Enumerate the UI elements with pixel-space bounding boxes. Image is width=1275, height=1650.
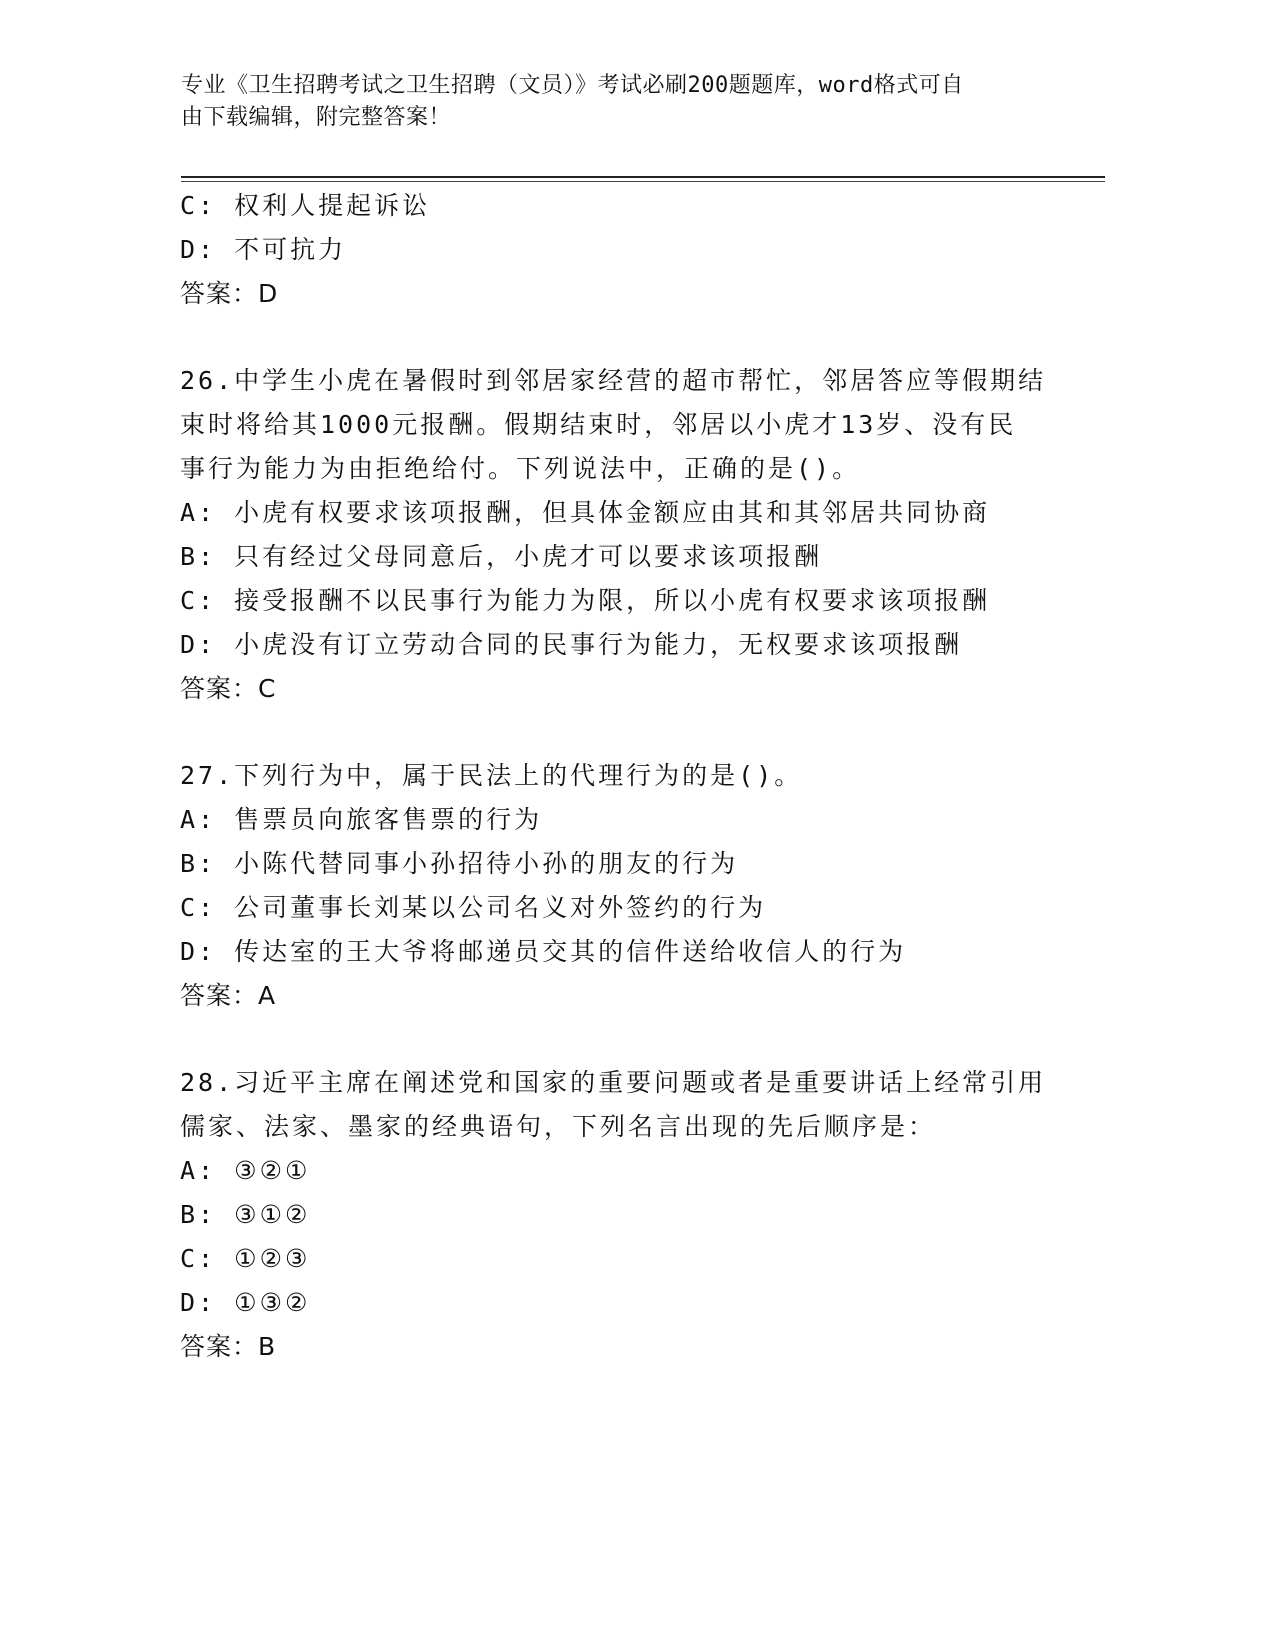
question-list	[180, 184, 1080, 1369]
option-b: B: 小陈代替同事小孙招待小孙的朋友的行为	[180, 849, 739, 878]
option-d: D: 小虎没有订立劳动合同的民事行为能力，无权要求该项报酬	[180, 630, 963, 659]
option-d: D: ①③②	[180, 1288, 311, 1317]
answer-line: 答案：A	[180, 981, 277, 1010]
header-rule-thick	[181, 176, 1105, 178]
answer-line: 答案：C	[180, 674, 277, 703]
header-line-2: 由下载编辑，附完整答案！	[181, 105, 452, 130]
question-stem: 儒家、法家、墨家的经典语句，下列名言出现的先后顺序是：	[180, 1112, 937, 1141]
question-stem: 事行为能力为由拒绝给付。下列说法中，正确的是()。	[180, 454, 861, 483]
question-stem: 27.下列行为中，属于民法上的代理行为的是()。	[180, 761, 803, 790]
option-d: D: 传达室的王大爷将邮递员交其的信件送给收信人的行为	[180, 937, 907, 966]
option-a: A: 售票员向旅客售票的行为	[180, 805, 543, 834]
option-b: B: 只有经过父母同意后，小虎才可以要求该项报酬	[180, 542, 823, 571]
header-line-1: 专业《卫生招聘考试之卫生招聘（文员）》考试必刷200题题库，word格式可自	[181, 73, 964, 98]
option-a: A: 小虎有权要求该项报酬，但具体金额应由其和其邻居共同协商	[180, 498, 991, 527]
question-gap	[180, 316, 1080, 359]
header-rule-thin	[181, 181, 1105, 182]
option-a: A: ③②①	[180, 1156, 311, 1185]
document-header	[181, 70, 1051, 134]
question-27	[180, 754, 1080, 1018]
question-gap	[180, 1018, 1080, 1061]
option-d: D: 不可抗力	[180, 235, 347, 264]
question-gap	[180, 711, 1080, 754]
question-26	[180, 359, 1080, 711]
question-stem: 28.习近平主席在阐述党和国家的重要问题或者是重要讲话上经常引用	[180, 1068, 1047, 1097]
option-c: C: 权利人提起诉讼	[180, 191, 431, 220]
option-c: C: 公司董事长刘某以公司名义对外签约的行为	[180, 893, 767, 922]
answer-line: 答案：D	[180, 279, 279, 308]
answer-line: 答案：B	[180, 1332, 277, 1361]
question-25-tail	[180, 184, 1080, 316]
question-stem: 26.中学生小虎在暑假时到邻居家经营的超市帮忙，邻居答应等假期结	[180, 366, 1047, 395]
question-28	[180, 1061, 1080, 1369]
option-c: C: 接受报酬不以民事行为能力为限，所以小虎有权要求该项报酬	[180, 586, 991, 615]
option-c: C: ①②③	[180, 1244, 311, 1273]
question-stem: 束时将给其1000元报酬。假期结束时，邻居以小虎才13岁、没有民	[180, 410, 1017, 439]
option-b: B: ③①②	[180, 1200, 311, 1229]
